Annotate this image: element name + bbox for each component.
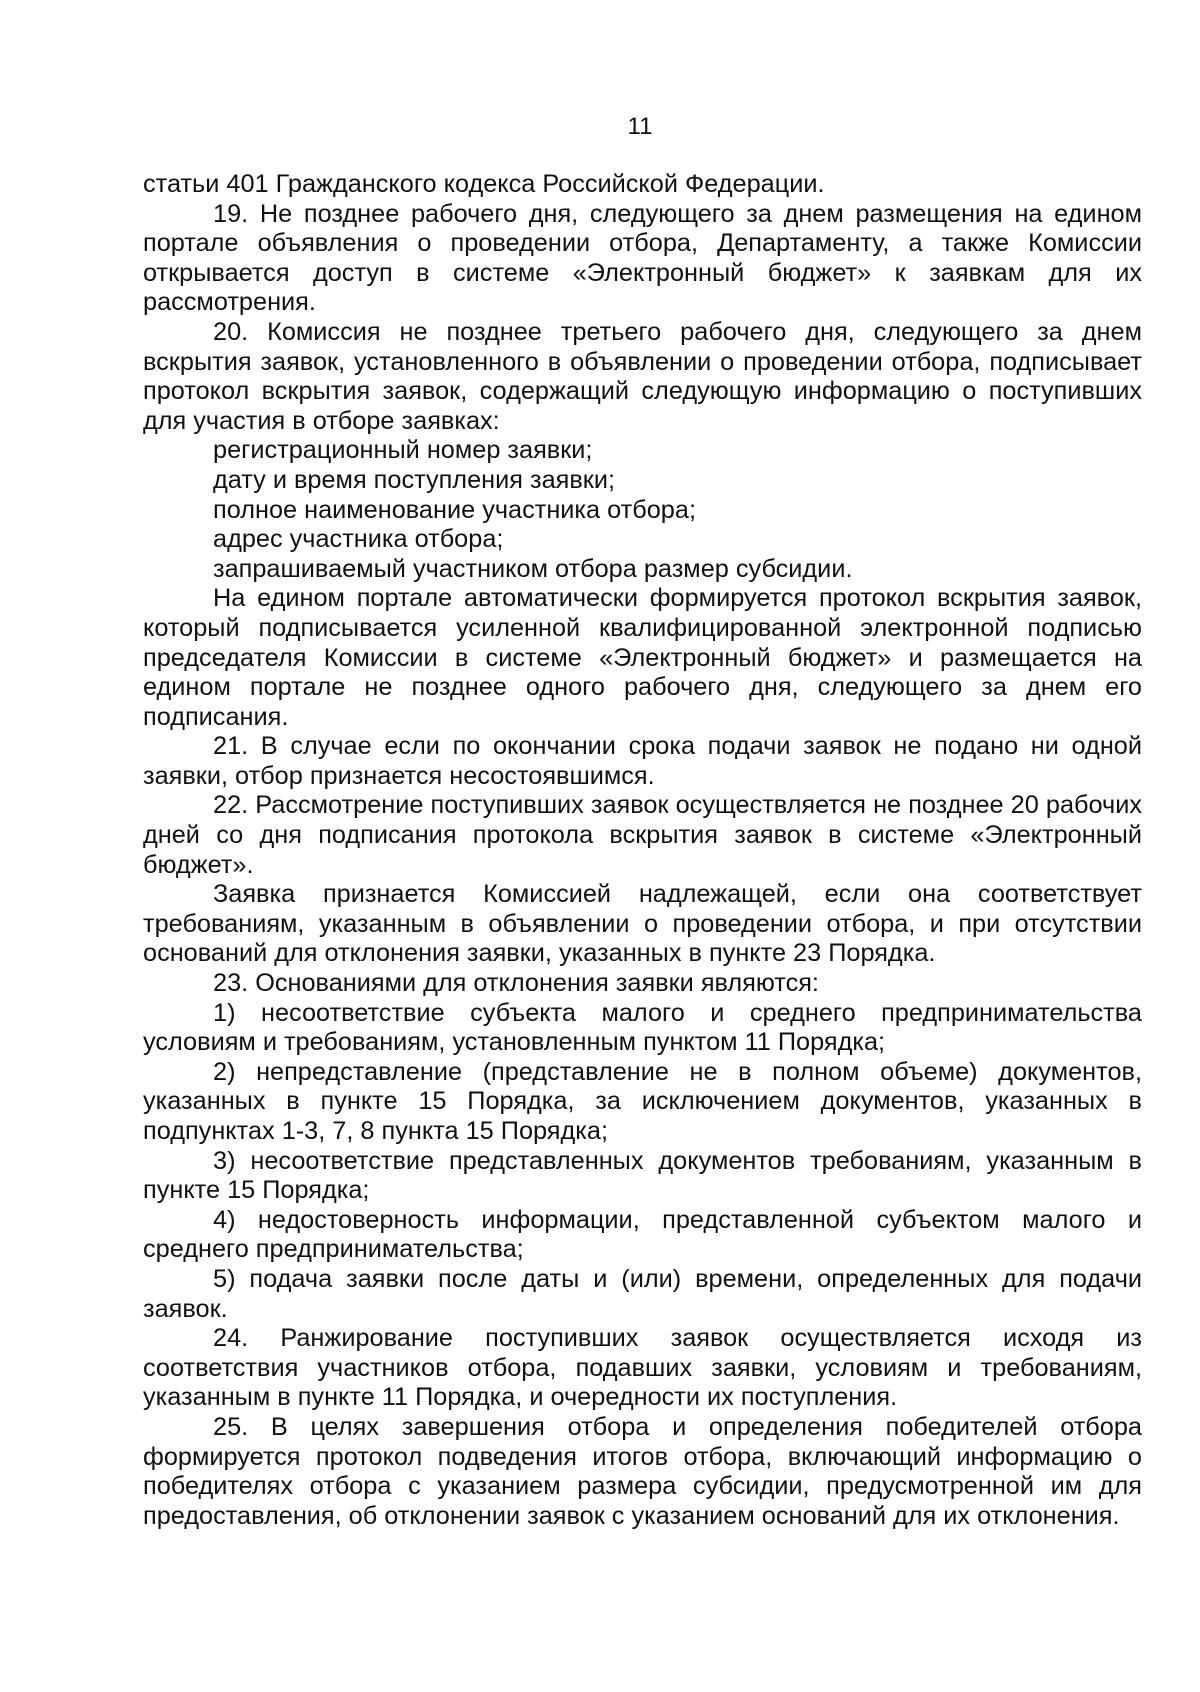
paragraph: 3) несоответствие представленных документов требованиям, указанным в пункте 15 Порядка; [143,1146,1142,1205]
paragraph: На едином портале автоматически формируется протокол вскрытия заявок, который подписывается усиленной квалифицированной электронной подписью председателя Комиссии в системе «Электронный бюджет» и размещается на едином портале не позднее одного рабочего дня, следующего за днем его подписания. [143,584,1142,731]
document-body [143,170,1142,1531]
paragraph: 2) непредставление (представление не в полном объеме) документов, указанных в пункте 15 Порядка, за исключением документов, указанных в подпунктах 1-3, 7, 8 пункта 15 Порядка; [143,1057,1142,1145]
paragraph: 25. В целях завершения отбора и определения победителей отбора формируется протокол подведения итогов отбора, включающий информацию о победителях отбора с указанием размера субсидии, предусмотренной им для предоставления, об отклонении заявок с указанием оснований для их отклонения. [143,1412,1142,1530]
paragraph: 21. В случае если по окончании срока подачи заявок не подано ни одной заявки, отбор признается несостоявшимся. [143,732,1142,790]
paragraph: полное наименование участника отбора; [213,495,696,524]
paragraph: запрашиваемый участником отбора размер субсидии. [213,554,853,583]
paragraph: 4) недостоверность информации, представленной субъектом малого и среднего предпринимательства; [143,1205,1142,1264]
paragraph: 19. Не позднее рабочего дня, следующего за днем размещения на едином портале объявления о проведении отбора, Департаменту, а также Комиссии открывается доступ в системе «Электронный бюджет» к заявкам для их рассмотрения. [143,199,1142,317]
paragraph: Заявка признается Комиссией надлежащей, если она соответствует требованиям, указанным в объявлении о проведении отбора, и при отсутствии оснований для отклонения заявки, указанных в пункте 23 Порядка. [143,880,1142,968]
paragraph: 24. Ранжирование поступивших заявок осуществляется исходя из соответствия участников отбора, подавших заявки, условиям и требованиям, указанным в пункте 11 Порядка, и очередности их поступления. [143,1324,1142,1412]
paragraph: адрес участника отбора; [213,525,504,554]
paragraph: 1) несоответствие субъекта малого и среднего предпринимательства условиям и требованиям, установленным пунктом 11 Порядка; [143,998,1142,1057]
page-number: 11 [627,113,653,140]
paragraph: 22. Рассмотрение поступивших заявок осуществляется не позднее 20 рабочих дней со дня подписания протокола вскрытия заявок в системе «Электронный бюджет». [143,791,1142,879]
paragraph: дату и время поступления заявки; [213,465,615,494]
paragraph: регистрационный номер заявки; [213,436,593,465]
paragraph: 5) подача заявки после даты и (или) времени, определенных для подачи заявок. [143,1264,1142,1323]
paragraph: 23. Основаниями для отклонения заявки являются: [213,969,819,998]
paragraph: статьи 401 Гражданского кодекса Российской Федерации. [143,170,825,198]
paragraph: 20. Комиссия не позднее третьего рабочего дня, следующего за днем вскрытия заявок, установленного в объявлении о проведении отбора, подписывает протокол вскрытия заявок, содержащий следующую информацию о поступивших для участия в отборе заявках: [143,317,1142,435]
